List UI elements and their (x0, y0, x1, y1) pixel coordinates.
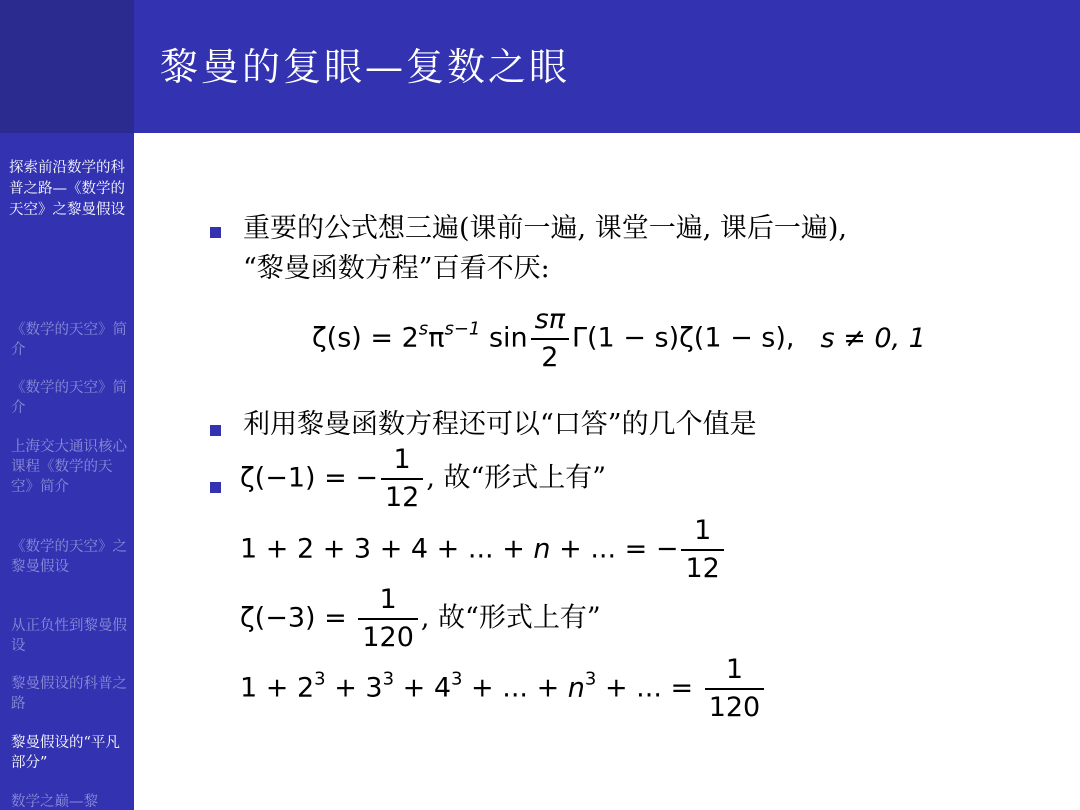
zeta1-tail: , 故“形式上有” (426, 462, 607, 494)
sum1-frac-den: 12 (681, 549, 723, 585)
sum3-p4: + ... + (462, 672, 568, 704)
sum3-e4: 3 (584, 668, 597, 690)
sidebar (0, 0, 134, 810)
sum1-line (240, 515, 727, 585)
eq-sin: sin (480, 322, 528, 354)
eq-sup-s-minus-1: s−1 (444, 318, 481, 340)
toc-title[interactable]: 探索前沿数学的科普之路—《数学的天空》之黎曼假设 (9, 160, 125, 218)
sum3-frac-den: 120 (705, 688, 765, 724)
toc-item-intro-2[interactable]: 《数学的天空》简介 (11, 380, 127, 416)
sum1-fraction (681, 515, 723, 585)
zeta3-frac-den: 120 (358, 618, 418, 654)
sum3-e3: 3 (451, 668, 463, 690)
sum1-mid: + ... = − (550, 533, 679, 565)
sum1-frac-num: 1 (694, 515, 712, 546)
bullet2-text: 利用黎曼函数方程还可以“口答”的几个值是 (243, 409, 757, 440)
sum3-frac-num: 1 (725, 654, 744, 685)
sum1-n: n (533, 533, 551, 565)
zeta1-frac-den: 12 (381, 478, 423, 514)
zeta3-tail: , 故“形式上有” (420, 602, 601, 634)
zeta-minus-1-line (240, 444, 606, 514)
zeta1-frac-num: 1 (393, 444, 411, 475)
slide-title: 黎曼的复眼—复数之眼 (160, 45, 571, 89)
toc-item-trivial-active[interactable]: 黎曼假设的“平凡部分” (11, 735, 120, 771)
toc-item-sign[interactable]: 从正负性到黎曼假设 (11, 618, 127, 654)
sum3-p3: + 4 (394, 672, 451, 704)
sum3-p1: 1 + 2 (240, 672, 315, 704)
eq-rhs: Γ(1 − s)ζ(1 − s), (571, 322, 795, 354)
sum3-p2: + 3 (325, 672, 383, 704)
eq-fraction (531, 304, 569, 374)
sum3-e2: 3 (382, 668, 395, 690)
sum3-e1: 3 (314, 668, 326, 690)
eq-sup-s: s (418, 318, 429, 340)
toc-item-course-intro[interactable]: 上海交大通识核心课程《数学的天空》简介 (11, 439, 127, 495)
zeta1-lhs: ζ(−1) = − (240, 462, 378, 494)
bullet-square-icon (210, 425, 221, 436)
eq-frac-den: 2 (531, 338, 569, 374)
eq-lhs: ζ(s) = 2 (312, 322, 419, 354)
sum3-fraction (705, 654, 765, 724)
eq-condition: s ≠ 0, 1 (820, 322, 926, 354)
bullet1-line2: “黎曼函数方程”百看不厌: (243, 253, 550, 284)
toc-item-riemann[interactable]: 《数学的天空》之黎曼假设 (11, 539, 127, 575)
bullet1-line1: 重要的公式想三遍(课前一遍, 课堂一遍, 课后一遍), (243, 213, 847, 244)
zeta-minus-3-line (240, 584, 601, 654)
sum3-line (240, 654, 767, 724)
zeta3-frac-num: 1 (379, 584, 397, 615)
zeta3-lhs: ζ(−3) = (240, 602, 356, 634)
toc-item-popular[interactable]: 黎曼假设的科普之路 (11, 676, 127, 712)
sidebar-corner (0, 0, 134, 133)
toc-item-intro-1[interactable]: 《数学的天空》简介 (11, 322, 127, 358)
bullet-square-icon (210, 482, 221, 493)
eq-frac-num: sπ (534, 304, 565, 335)
zeta1-fraction (381, 444, 423, 514)
sum3-n: n (567, 672, 585, 704)
functional-equation (312, 304, 926, 374)
zeta3-fraction (358, 584, 418, 654)
bullet-square-icon (210, 227, 221, 238)
sum1-lhs: 1 + 2 + 3 + 4 + ... + (240, 533, 534, 565)
eq-pi: π (428, 322, 445, 354)
sum3-p5: + ... = (596, 672, 702, 704)
toc-item-summit[interactable]: 数学之巅—黎 (11, 794, 98, 810)
